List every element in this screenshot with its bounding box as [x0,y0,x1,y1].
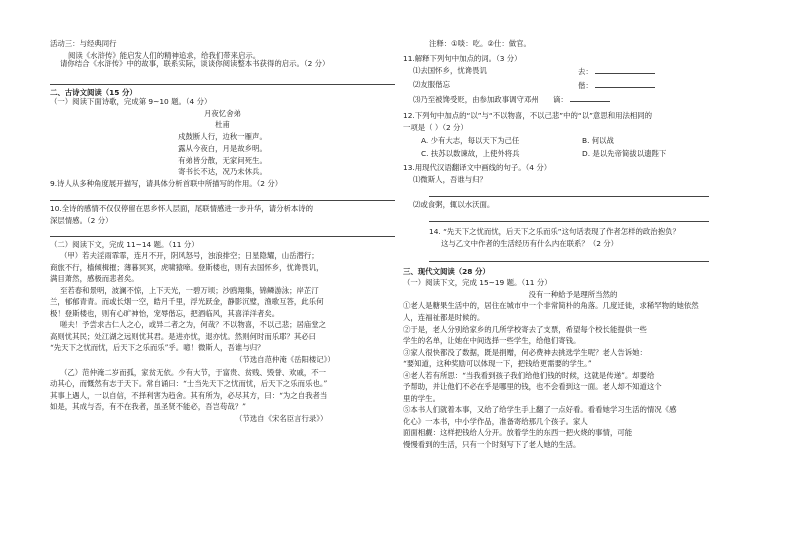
answer-blank [595,81,655,88]
poem-line: 寄书长不达，况乃未休兵。 [178,167,267,177]
q12-options-row [403,150,743,159]
passage-line: 极！登斯楼也，则有心旷神怡，宠辱偕忘，把酒临风，其喜洋洋者矣。 [50,308,280,318]
q11-items [403,67,743,104]
q11-sentence: ⑶乃至被馋受贬，由参加政事调守邓州 [413,94,539,104]
q11-sentence: ⑴去国怀乡，忧谗畏讥 [413,66,487,76]
answer-line [50,193,395,201]
q11-word [578,67,743,77]
q11-item [403,67,743,77]
question-13: 13.用现代汉语翻译文中画线的句子。（4 分） [403,162,552,172]
poem-title: 月夜忆舍弟 [204,108,241,118]
question-10-line2: 深层情感。（2 分） [50,215,113,225]
passage-line: 如是，其成与否，有不在我者，虽圣贤不能必，吾岂苟哉？” [50,402,246,412]
section3-title: 三、现代文阅读（28 分） [403,267,490,277]
question-11: 11.解释下列句中加点的词。（3 分） [403,53,522,63]
question-9: 9.诗人从多种角度展开描写，请具体分析首联中所描写的作用。（2 分） [50,179,283,189]
article-body [403,302,743,449]
passage-line: 满目萧然，感极而悲者矣。 [50,274,139,284]
article-line: ①老人是糖果生活中的，居住在城市中一个非常简朴的角落。几度迁徙，求稀罕物的她依然 [403,301,699,311]
passage-jia [50,252,395,353]
article-title: 没有一种給予是理所当然的 [528,289,618,299]
section2-title: 二、古诗文阅读（15 分） [50,88,137,98]
q11-word [578,81,743,91]
q11-word-label: 去： [578,67,593,77]
answer-line [50,229,395,237]
answer-blank [570,95,610,102]
passage-line: 动其心，而慨然有志于天下。常自诵曰：“士当先天下之忧而忧，后天下之乐而乐也。” [50,379,328,389]
article-line: 化心》一本书，中小学作品，准备寄给那几个孩子。家人 [403,416,588,426]
q11-item [403,81,743,91]
article-line: 慢慢看到的生活，只有一个时刻写下了老人她的生活。 [403,439,581,449]
answer-blank [595,67,655,74]
q12-option-a: A. 少有大志，每以天下为己任 [421,136,520,146]
passage-jia-source: （节选自范仲淹《岳阳楼记》） [235,354,335,364]
sub2-title: （二）阅读下文，完成 11~14 题。（11 分） [50,240,199,250]
question-12-line1: 12.下列句中加点的“以”与“不以物喜，不以己悲”中的“以”意思和用法相同的 [403,110,653,120]
article-line: 学生的名单，让她在中间选择一些学生，给他们寄钱。 [403,336,581,346]
question-14-line2: 这与乙文中作者的生活经历有什么内在联系？（2 分） [441,238,619,248]
q11-item [403,95,743,105]
passage-line: 嗟夫！予尝求古仁人之心，或异二者之为，何哉？不以物喜，不以己悲；居庙堂之 [60,320,327,330]
poem-line: 戍鼓断人行，边秋一雁声。 [178,132,267,142]
passage-line: （乙）范仲淹二岁而孤，家贫无依。少有大节，于富贵、贫贱、毁誉、欢戚，不一 [60,367,327,377]
article-line: 里的学生。 [403,393,440,403]
article-line: “要知道，这种奖励可以体现一下，把钱给更需要的学生。” [403,359,592,369]
passage-line: 高则忧其民；处江湖之远则忧其君。是进亦忧，退亦忧。然则何时而乐耶？其必曰 [50,331,317,341]
poem-line: 露从今夜白，月是故乡明。 [178,143,267,153]
article-line: 予帮助，并让他们不必在乎是哪里的钱，也不会看到这一面。老人却不知道这个 [403,382,662,392]
q11-sentence: ⑵友服偕忘 [413,80,450,90]
article-line: ⑤本书人们就着本事，又给了给学生手上翻了一点好看。看看她学习生活的情况《感 [403,405,677,415]
article-line: ④老人若有所思：“当我看到孩子我们给他们钱的时候，这就是传递”。却要给 [403,370,655,380]
q11-word-label: 谪： [553,94,568,104]
activity3-title: 活动三：与经典同行 [50,39,117,48]
answer-line [429,214,709,222]
poem-line: 有弟皆分散，无家问死生。 [178,155,267,165]
article-line: ②于是，老人分别给家乡的几所学校寄去了支票，希望每个校长能提供一些 [403,324,647,334]
passage-yi-source: （节选自《宋名臣言行录》） [235,413,328,423]
article-line: 人，连福祉都是时候的。 [403,313,485,323]
sub3-title: （一）阅读下文，完成 15~19 题。（11 分） [403,278,552,288]
article-line: ③家人很快都没了数据，既是捐赠，何必费神去挑选学生呢？老人告诉她： [403,347,647,357]
activity3-line2: 请你结合《水浒传》中的故事，联系实际，谈谈你阅读整本书获得的启示。（2 分） [60,59,330,69]
passage-line: 兰，郁郁青青。而或长烟一空，皓月千里，浮光跃金，静影沉璧，渔歌互答，此乐何 [50,297,324,307]
q12-options-row [403,137,743,146]
question-12-line2: 一项是（ ）（2 分） [403,123,468,133]
q12-option-d: D. 是以先帝简拔以遗陛下 [582,148,667,158]
notes: 注释：①啖：吃。②仕：做官。 [429,39,531,48]
right-column [403,40,743,452]
answer-line [50,77,395,85]
q11-word-label: 偕： [578,81,593,91]
sub1-title: （一）阅读下面诗歌，完成第 9~10 题。（4 分） [50,96,212,106]
article-line: 面面相觑：这样把钱给人分开。放着学生的东西一把火烧的事情，可能 [403,428,633,438]
poem-author: 杜甫 [215,120,230,130]
question-14-line1: 14. “先天下之忧而忧，后天下之乐而乐”这句话表现了作者怎样的政治抱负？ [429,226,680,236]
q12-option-b: B. 何以战 [582,136,614,146]
passage-line: 商旅不行，樯倾楫摧；薄暮冥冥，虎啸猿啼。登斯楼也，则有去国怀乡，忧谗畏讥， [50,262,324,272]
passage-yi [50,369,395,412]
passage-line: （甲）若夫淫雨霏霏，连月不开，阴风怒号，浊浪排空；日星隐耀，山岳潜行； [60,251,319,261]
q13-item: ⑵或食粥，辄以水沃面。 [413,200,495,210]
passage-line: 其事上遇人，一以自信，不择利害为趋舍。其有所为，必尽其方，曰：“为之自我者当 [50,390,328,400]
q13-item: ⑴微斯人，吾谁与归？ [413,175,487,185]
left-column [50,40,395,423]
q12-option-c: C. 扶苏以数谏故，上使外将兵 [421,148,520,158]
answer-line [429,254,709,262]
poem-body [50,133,395,177]
passage-line: 至若春和景明，波澜不惊，上下天光，一碧万顷；沙鸥翔集，锦鳞游泳；岸芷汀 [60,285,319,295]
passage-line: “先天下之忧而忧，后天下之乐而乐”乎。噫！微斯人，吾谁与归？ [50,343,265,353]
question-10-line1: 10.全诗的感情不仅仅停留在思乡怀人层面，尾联情感进一步升华，请分析本诗的 [50,203,314,213]
answer-line [429,189,709,197]
activity3-line1: 阅读《水浒传》能启发人们的精神追求，给我们带来启示。 [68,50,261,60]
